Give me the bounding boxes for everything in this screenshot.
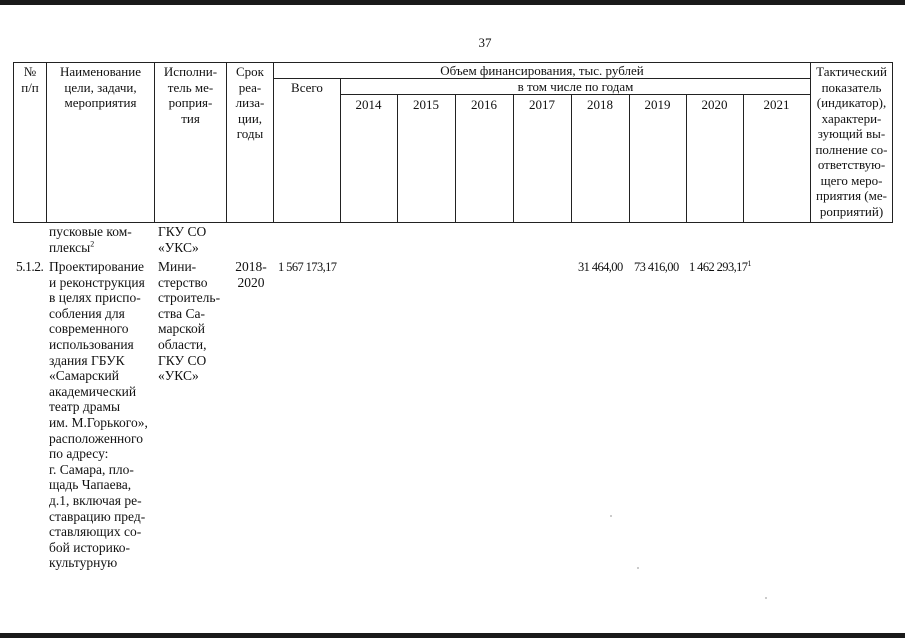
year-2015: 2015	[413, 97, 439, 112]
row-term: 2018- 2020	[235, 259, 267, 290]
header-executor: Исполни- тель ме- роприя- тия	[163, 64, 218, 126]
row-2018: 31 464,00	[578, 260, 623, 274]
year-2020: 2020	[701, 97, 728, 112]
year-2014: 2014	[355, 97, 382, 112]
continuation-executor: ГКУ СО «УКС»	[158, 224, 207, 255]
scan-speck	[610, 515, 612, 517]
year-2019: 2019	[644, 97, 671, 112]
year-2021: 2021	[763, 97, 790, 112]
row-2019: 73 416,00	[634, 260, 679, 274]
row-total: 1 567 173,17	[278, 260, 337, 274]
header-total: Всего	[291, 80, 323, 95]
header-indicator: Тактический показатель (индикатор), характери- зующий вы- полнение со- ответствую- щего меро- приятия (ме- роприятий)	[815, 64, 888, 219]
year-2018: 2018	[587, 97, 613, 112]
row-executor: Мини- стерство строитель- ства Са- марской области, ГКУ СО «УКС»	[158, 259, 221, 384]
header-name: Наименование цели, задачи, мероприятия	[60, 64, 141, 110]
header-by-years: в том числе по годам	[517, 79, 634, 94]
row-name: Проектирование и реконструкция в целях приспо- собления для современного использования здания ГБУК «Самарский академический театр драмы им. М.Горького», расположенного по адресу: г. Самара, пло- щадь Чапаева, д.1, включая ре- ставрацию пред- ставляющих со- бой историко- культурную	[49, 259, 148, 571]
scan-speck	[765, 597, 767, 599]
row-num: 5.1.2.	[16, 259, 44, 274]
row-2020: 1 462 293,17$^1$	[689, 258, 751, 274]
header-funding: Объем финансирования, тыс. рублей	[440, 63, 644, 78]
year-2017: 2017	[529, 97, 555, 112]
continuation-name: пусковые ком- плексы$^2$	[49, 224, 132, 255]
header-num: № п/п	[21, 64, 39, 95]
year-2016: 2016	[471, 97, 497, 112]
header-term: Срок реа- лиза- ции, годы	[235, 64, 265, 141]
scan-edge-bottom	[0, 633, 905, 638]
scan-edge-top	[0, 0, 905, 5]
scan-speck	[637, 567, 639, 569]
page-number: 37	[478, 35, 492, 50]
